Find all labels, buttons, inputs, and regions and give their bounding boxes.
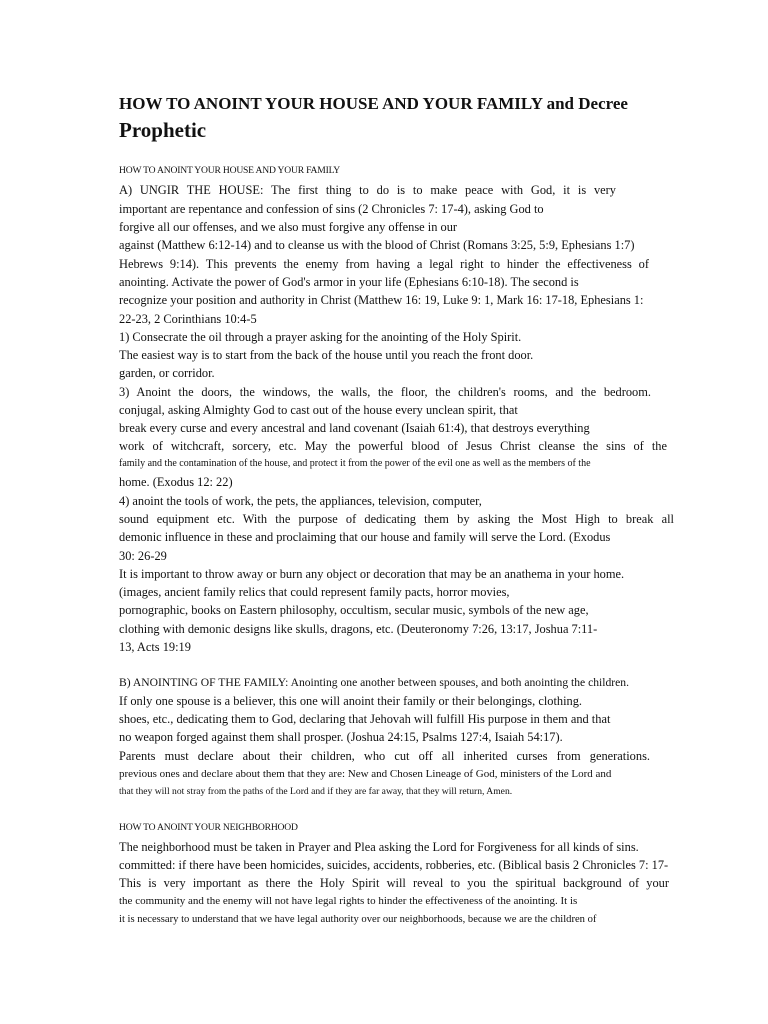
- text-line: recognize your position and authority in Christ (Matthew 16: 19, Luke 9: 1, Mark 16: 17-18, Ephesians 1:: [119, 293, 644, 307]
- text-line: pornographic, books on Eastern philosophy, occultism, secular music, symbols of the new age,: [119, 603, 589, 617]
- text-line: 22-23, 2 Corinthians 10:4-5: [119, 312, 257, 326]
- text-line: shoes, etc., dedicating them to God, declaring that Jehovah will fulfill His purpose in them and that: [119, 712, 611, 726]
- text-line: (images, ancient family relics that could represent family pacts, horror movies,: [119, 585, 510, 599]
- text-line: work of witchcraft, sorcery, etc. May the powerful blood of Jesus Christ cleanse the sins of the: [119, 439, 667, 453]
- text-line: sound equipment etc. With the purpose of dedicating them by asking the Most High to break all: [119, 512, 674, 526]
- text-line: break every curse and every ancestral and land covenant (Isaiah 61:4), that destroys everything: [119, 421, 590, 435]
- title-line-1: HOW TO ANOINT YOUR HOUSE AND YOUR FAMILY and Decree: [119, 94, 628, 113]
- text-line: If only one spouse is a believer, this one will anoint their family or their belongings, clothing.: [119, 694, 583, 708]
- text-line: 3) Anoint the doors, the windows, the walls, the floor, the children's rooms, and the bedroom.: [119, 385, 651, 399]
- text-line: committed: if there have been homicides, suicides, accidents, robberies, etc. (Biblical basis 2 Chronicles 7: 17-: [119, 858, 669, 872]
- text-line: 30: 26-29: [119, 549, 167, 563]
- text-line: the community and the enemy will not have legal rights to hinder the effectiveness of the anointing. It is: [119, 895, 578, 907]
- text-line: demonic influence in these and proclaiming that our house and family will serve the Lord. (Exodus: [119, 530, 611, 544]
- text-line: clothing with demonic designs like skulls, dragons, etc. (Deuteronomy 7:26, 13:17, Joshua 7:11-: [119, 622, 598, 636]
- text-line: The neighborhood must be taken in Prayer and Plea asking the Lord for Forgiveness for all kinds of sins.: [119, 840, 639, 854]
- text-line: 1) Consecrate the oil through a prayer asking for the anointing of the Holy Spirit.: [119, 330, 522, 344]
- text-line: This is very important as there the Holy Spirit will reveal to you the spiritual background of your: [119, 876, 669, 890]
- text-line: it is necessary to understand that we have legal authority over our neighborhoods, because we are the children of: [119, 914, 597, 925]
- text-line: A) UNGIR THE HOUSE: The first thing to do is to make peace with God, it is very: [119, 183, 616, 197]
- text-line: previous ones and declare about them that they are: New and Chosen Lineage of God, ministers of the Lord and: [119, 768, 612, 780]
- text-line: against (Matthew 6:12-14) and to cleanse us with the blood of Christ (Romans 3:25, 5:9, Ephesians 1:7): [119, 238, 635, 252]
- text-line: important are repentance and confession of sins (2 Chronicles 7: 17-4), asking God to: [119, 202, 544, 216]
- text-line: The easiest way is to start from the back of the house until you reach the front door.: [119, 348, 534, 362]
- text-line: that they will not stray from the paths of the Lord and if they are far away, that they will return, Amen.: [119, 786, 513, 797]
- text-line: anointing. Activate the power of God's armor in your life (Ephesians 6:10-18). The second is: [119, 275, 579, 289]
- text-line: home. (Exodus 12: 22): [119, 475, 233, 489]
- text-line: B) ANOINTING OF THE FAMILY: Anointing one another between spouses, and both anointing the children.: [119, 676, 629, 689]
- text-line: garden, or corridor.: [119, 366, 215, 380]
- text-line: 13, Acts 19:19: [119, 640, 191, 654]
- text-line: forgive all our offenses, and we also must forgive any offense in our: [119, 220, 458, 234]
- text-line: no weapon forged against them shall prosper. (Joshua 24:15, Psalms 127:4, Isaiah 54:17).: [119, 730, 563, 744]
- text-line: conjugal, asking Almighty God to cast out of the house every unclean spirit, that: [119, 403, 518, 417]
- text-line: Parents must declare about their children, who cut off all inherited curses from generations.: [119, 749, 650, 763]
- title-line-2: Prophetic: [119, 118, 207, 142]
- text-line: Hebrews 9:14). This prevents the enemy from having a legal right to hinder the effectiveness of: [119, 257, 649, 271]
- document-title: [119, 92, 719, 144]
- section-heading-house: HOW TO ANOINT YOUR HOUSE AND YOUR FAMILY: [119, 165, 341, 176]
- text-line: family and the contamination of the house, and protect it from the power of the evil one as well as the members of the: [119, 458, 591, 469]
- text-line: 4) anoint the tools of work, the pets, the appliances, television, computer,: [119, 494, 482, 508]
- section-heading-neighborhood: HOW TO ANOINT YOUR NEIGHBORHOOD: [119, 822, 298, 833]
- text-line: It is important to throw away or burn any object or decoration that may be an anathema in your home.: [119, 567, 625, 581]
